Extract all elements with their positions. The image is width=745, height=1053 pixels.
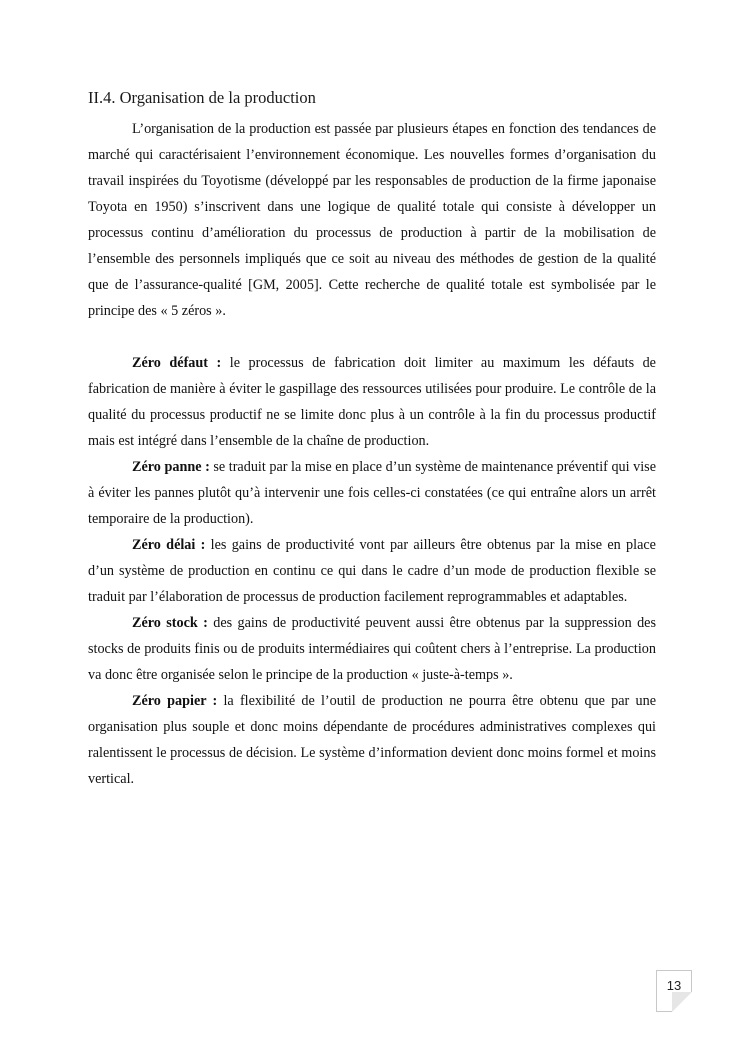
zero-delay-text: les gains de productivité vont par ailleurs être obtenus par la mise en place d’un système de production en continu ce qui dans le cadre d’un mode de production flexible se traduit par l’élaboration de processus de production facilement reprogrammables et adaptables. [88, 537, 656, 605]
page-number-badge [656, 970, 692, 1012]
zero-paper-text: la flexibilité de l’outil de production ne pourra être obtenu que par une organisation plus souple et donc moins dépendante de procédures administratives complexes qui ralentissent le processus de décision. Le système d’information devient donc moins formel et moins vertical. [88, 693, 656, 787]
zero-paper-paragraph [88, 688, 656, 792]
zero-stock-text: des gains de productivité peuvent aussi être obtenus par la suppression des stocks de produits finis ou de produits intermédiaires qui coûtent chers à l’entreprise. La production va donc être organisée selon le principe de la production « juste-à-temps ». [88, 615, 656, 683]
page-body [88, 86, 656, 792]
zero-breakdown-term: Zéro panne : [132, 459, 210, 475]
zero-breakdown-paragraph [88, 454, 656, 532]
paragraph-spacer [88, 324, 656, 350]
zero-stock-term: Zéro stock : [132, 615, 208, 631]
zero-stock-paragraph [88, 610, 656, 688]
page-number: 13 [666, 978, 682, 993]
zero-delay-term: Zéro délai : [132, 537, 206, 553]
page-curl-icon [672, 992, 692, 1012]
zero-defect-text: le processus de fabrication doit limiter au maximum les défauts de fabrication de manière à éviter le gaspillage des ressources utilisées pour produire. Le contrôle de la qualité du processus productif ne se limite donc plus à un contrôle à la fin du processus productif mais est intégré dans l’ensemble de la chaîne de production. [88, 355, 656, 449]
zero-delay-paragraph [88, 532, 656, 610]
intro-paragraph: L’organisation de la production est passée par plusieurs étapes en fonction des tendances de marché qui caractérisaient l’environnement économique. Les nouvelles formes d’organisation du travail inspirées du Toyotisme (développé par les responsables de production de la firme japonaise Toyota en 1950) s’inscrivent dans une logique de qualité totale qui consiste à développer un processus continu d’amélioration du processus de production à partir de la mobilisation de l’ensemble des personnels impliqués que ce soit au niveau des méthodes de gestion de la qualité que de l’assurance-qualité [GM, 2005]. Cette recherche de qualité totale est symbolisée par le principe des « 5 zéros ». [88, 121, 656, 319]
zero-breakdown-text: se traduit par la mise en place d’un système de maintenance préventif qui vise à éviter les pannes plutôt qu’à intervenir une fois celles-ci constatées (ce qui entraîne alors un arrêt temporaire de la production). [88, 459, 656, 527]
zero-defect-term: Zéro défaut : [132, 355, 222, 371]
section-heading: II.4. Organisation de la production [88, 88, 316, 107]
zero-defect-paragraph [88, 350, 656, 454]
zero-paper-term: Zéro papier : [132, 693, 218, 709]
